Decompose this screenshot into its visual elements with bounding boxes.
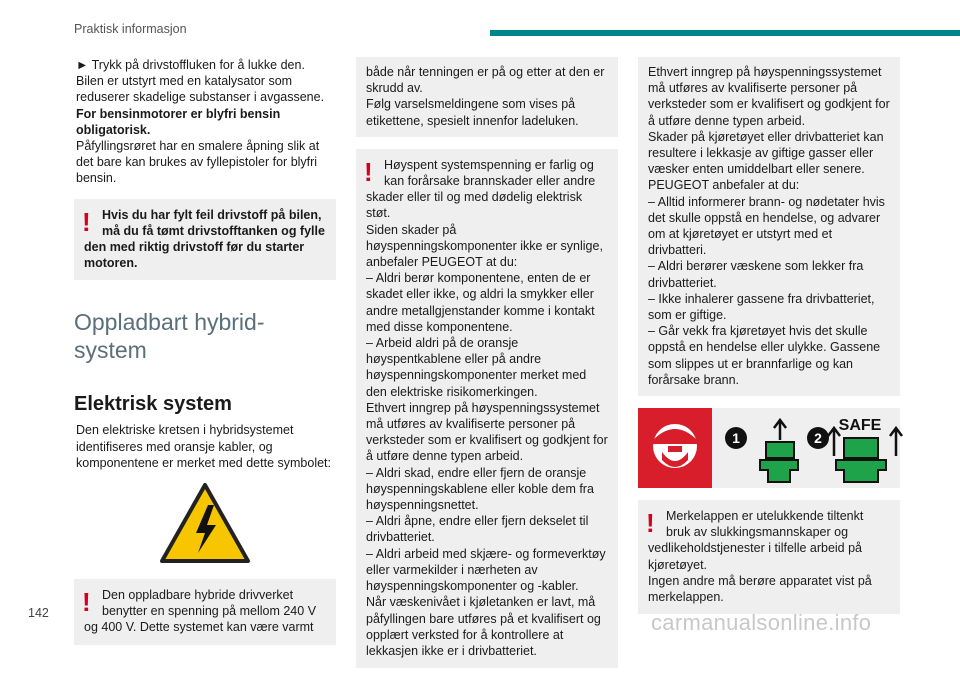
step-one: 1 (732, 430, 740, 447)
column-1 (74, 57, 336, 657)
warning-text: Høyspent systemspenning er farlig og kan forårsake brannskader eller andre skader eller til og med dødelig elektrisk støt. Siden skader på høyspenningskomponenter ikke er synlige, anbefaler PEUGEOT at du: – Aldri berør komponentene, enten de er skadet eller ikke, og aldri la smykker eller andre metallgjenstander komme i kontakt med disse komponentene. – Arbeid aldri på de oransje høyspentkablene eller på andre høyspenningskomponenter merket med den elektriske risikomerkingen. Ethvert inngrep på høyspenningssystemet må utføres av kvalifiserte personer på verksteder som er kvalifisert og godkjent for å utføre denne typen arbeid. – Aldri skad, endre eller fjern de oransje høyspenningskablene eller koble dem fra høyspenningsnettet. – Aldri åpne, endre eller fjern dekselet til drivbatteriet. – Aldri arbeid med skjære- og formeverktøy eller varmekilder i nærheten av høyspenningskomponenter og -kabler. Når væskenivået i kjøletanken er lavt, må påfyllingen bare utføres på et kvalifisert og opplært verksted for å kontrollere at lekkasjen ikke er i drivbatteriet. (366, 157, 608, 658)
high-voltage-icon (158, 481, 252, 565)
warning-icon: ! (646, 508, 655, 539)
warning-text: Merkelappen er utelukkende tiltenkt bruk av slukkingsmannskaper og vedlikeholdstjenester i tilfelle arbeid på kjøretøyet. Ingen andre må berøre apparatet vist på merkelappen. (648, 509, 872, 605)
subsection-text: Den elektriske kretsen i hybridsystemet identifiseres med oransje kabler, og komponentene er merket med dette symbolet: (76, 423, 331, 470)
column-2 (356, 57, 618, 680)
warning-label-usage (638, 500, 900, 614)
header-section-title: Praktisk informasjon (74, 22, 187, 36)
subsection-heading: Elektrisk system (74, 393, 232, 416)
warning-wrong-fuel (74, 199, 336, 281)
watermark: carmanualsonline.info (651, 610, 872, 635)
warning-text: Hvis du har fylt feil drivstoff på bilen, må du få tømt drivstofftanken og fylle den med riktig drivstoff før du starter motoren. (84, 207, 325, 271)
warning-text: Den oppladbare hybride drivverket benytter en spenning på mellom 240 V og 400 V. Dette systemet kan være varmt (84, 588, 317, 635)
filler-pipe-note: Påfyllingsrøret har en smalere åpning slik at det bare kan brukes av fyllepistoler for blyfri bensin. (76, 139, 320, 186)
intervention-box: Ethvert inngrep på høyspenningssystemet må utføres av kvalifiserte personer på verksteder som er kvalifisert og godkjent for å utføre denne typen arbeid. Skader på kjøretøyet eller drivbatteriet kan resultere i lekkasje av giftige gasser eller væsker enten umiddelbart eller senere. PEUGEOT anbefaler at du: – Alltid informerer brann- og nødetater hvis det skulle oppstå en hendelse, og advarer om at kjøretøyet er utstyrt med et drivbatteri. – Aldri berører væskene som lekker fra drivbatteriet. – Ikke inhalerer gassene fra drivbatteriet, som er giftige. – Går vekk fra kjøretøyet hvis det skulle oppstå en hendelse eller ulykke. Gassene som slippes ut er brannfarlige og kan forårsake brann. (638, 57, 900, 396)
warning-icon: ! (82, 587, 91, 618)
section-heading: Oppladbart hybrid-system (74, 309, 265, 364)
firefighter-panel (638, 408, 712, 488)
step-two: 2 (814, 430, 822, 447)
continuation-box: både når tenningen er på og etter at den er skrudd av. Følg varselsmeldingene som vises på etikettene, spesielt innenfor ladeluken. (356, 57, 618, 137)
firefighter-icon (638, 408, 712, 488)
intro-line: Bilen er utstyrt med en katalysator som (76, 74, 293, 89)
intro-line: reduserer skadelige substanser i avgassene. (76, 90, 325, 105)
page-number: 142 (28, 606, 49, 620)
column-3 (638, 57, 900, 626)
warning-icon: ! (364, 156, 373, 187)
intro-line: ► Trykk på drivstoffluken for å lukke den. (76, 58, 305, 72)
unleaded-note: For bensinmotorer er blyfri bensin obligatorisk. (76, 106, 281, 137)
warning-high-voltage (356, 149, 618, 668)
safe-label-illustration (638, 408, 900, 488)
intro-text (74, 57, 336, 187)
battery-steps-icon (720, 408, 906, 488)
warning-voltage (74, 579, 336, 645)
warning-icon: ! (82, 206, 91, 237)
safe-text: SAFE (838, 417, 882, 435)
header-accent-bar (490, 30, 960, 36)
